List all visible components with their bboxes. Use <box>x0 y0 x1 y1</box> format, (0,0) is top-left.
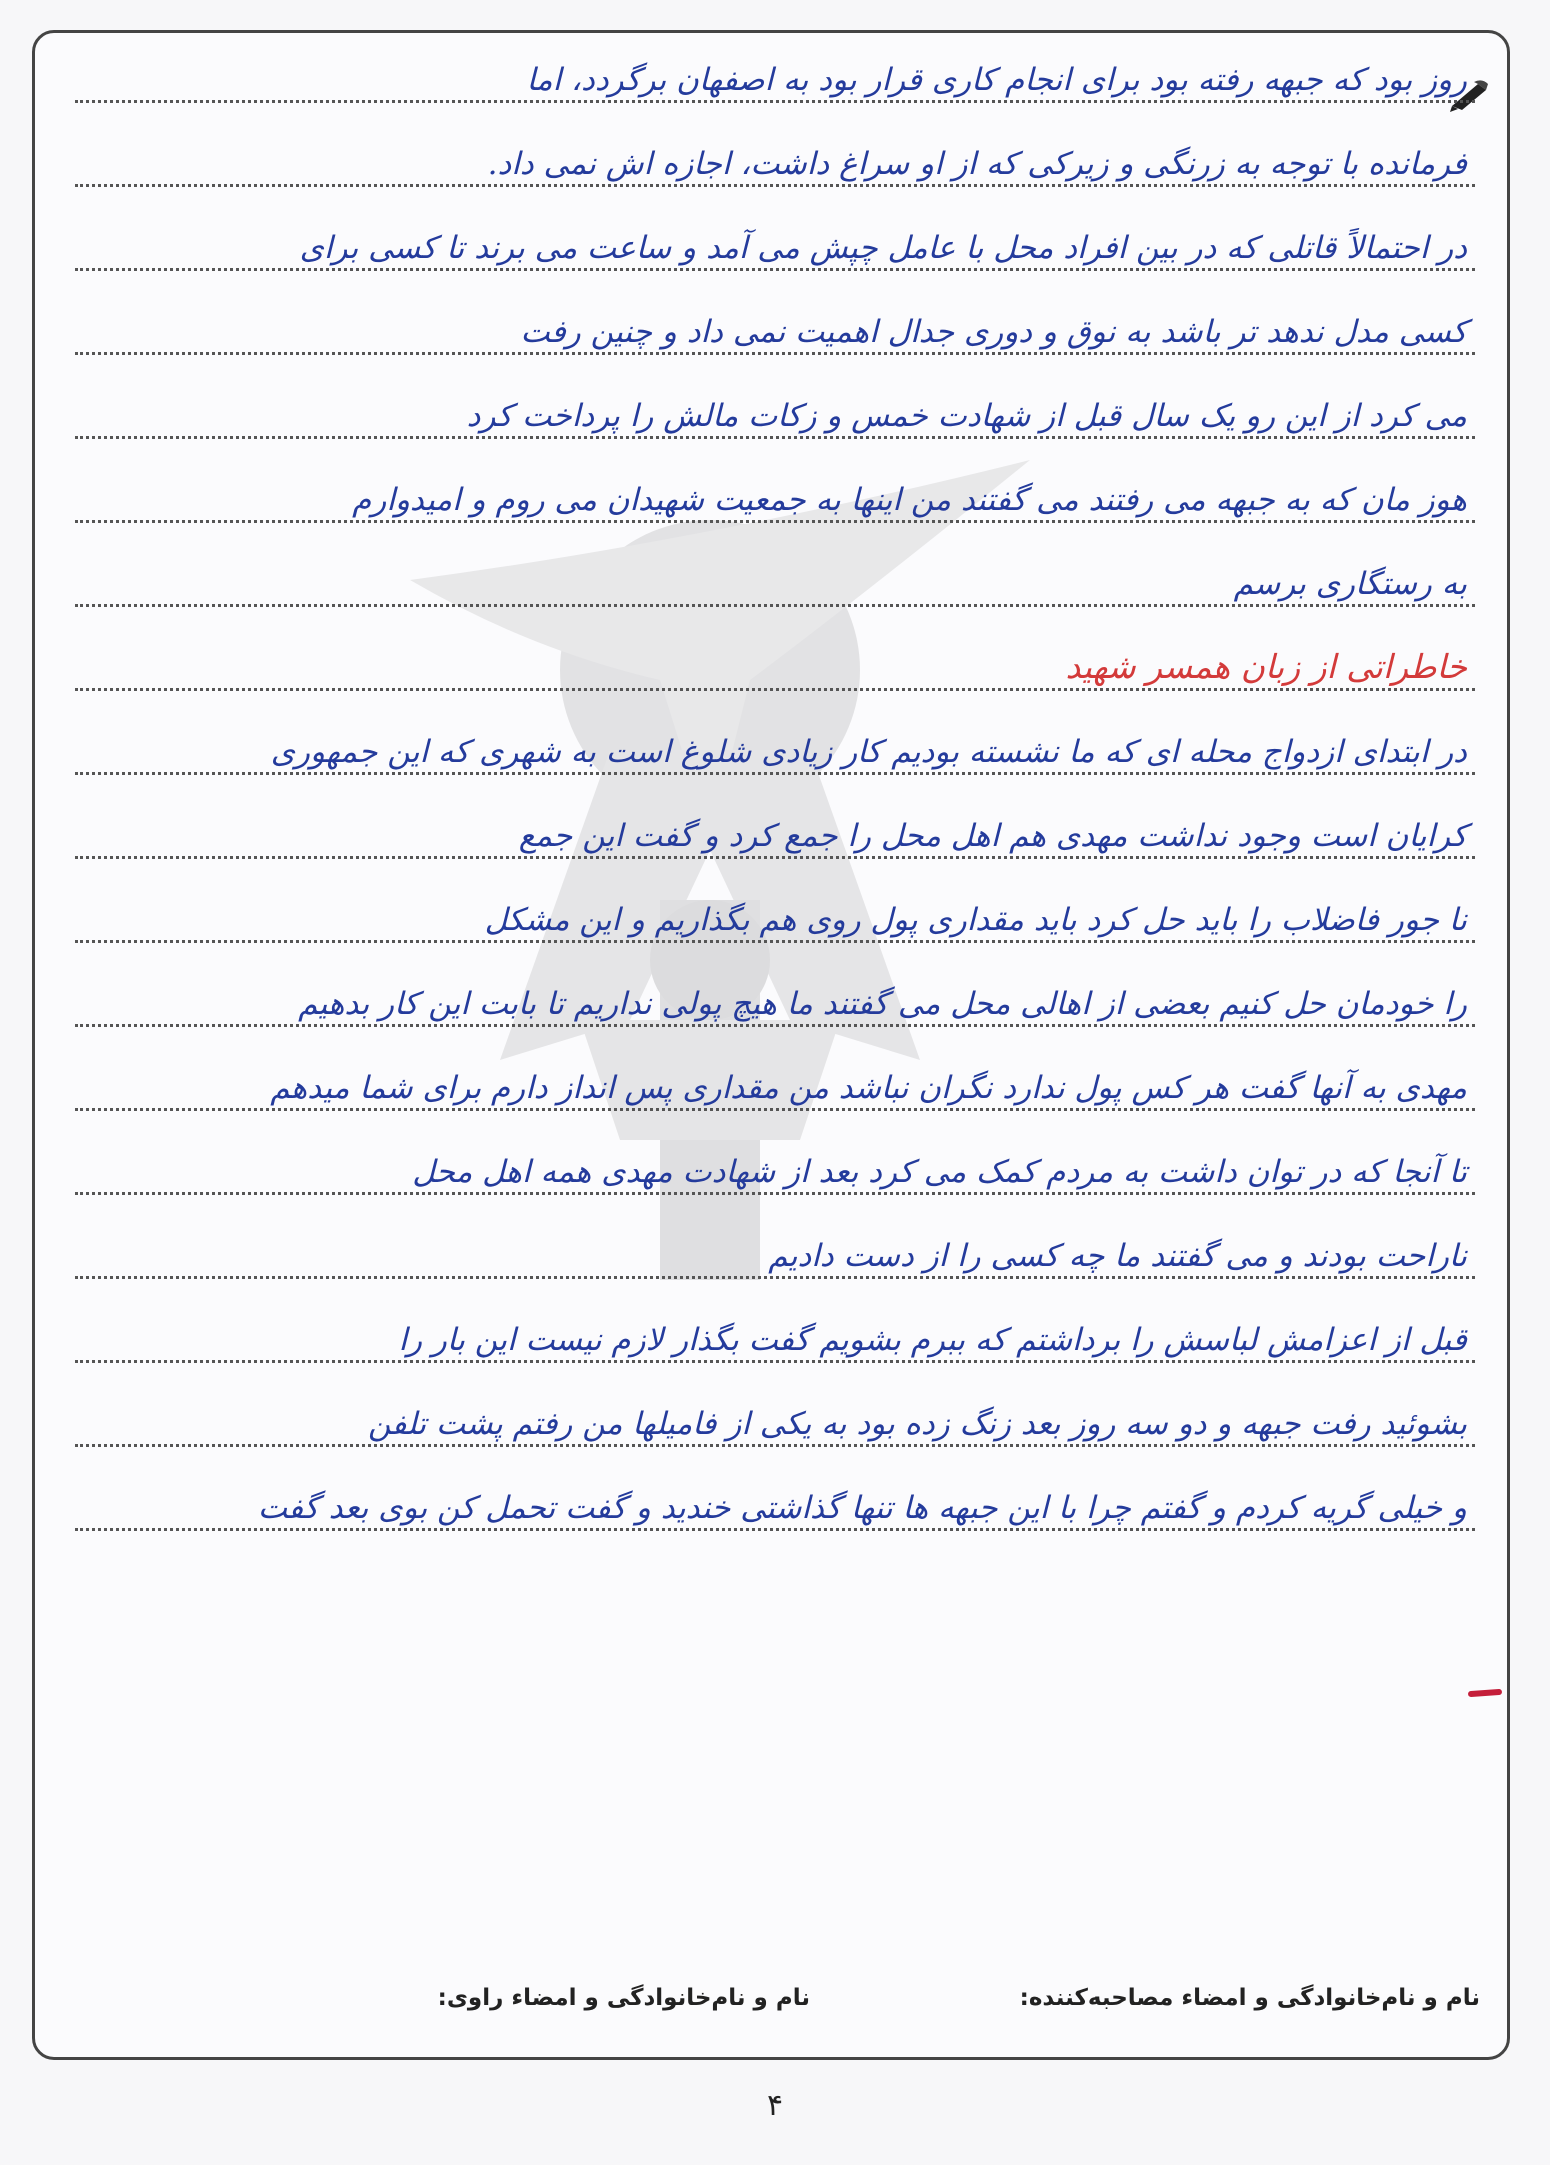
text-line <box>75 974 1475 1027</box>
line-text: را خودمان حل کنیم بعضی از اهالی محل می گفتند ما هیچ پولی نداریم تا بابت این کار بدهیم <box>298 986 1467 1022</box>
text-line <box>75 1226 1475 1279</box>
line-text: در ابتدای ازدواج محله ای که ما نشسته بودیم کار زیادی شلوغ است به شهری که این جمهوری <box>270 734 1467 770</box>
text-line <box>75 1310 1475 1363</box>
text-line <box>75 1142 1475 1195</box>
text-line <box>75 1478 1475 1531</box>
line-text: فرمانده با توجه به زرنگی و زیرکی که از او سراغ داشت، اجازه اش نمی داد. <box>487 146 1467 182</box>
text-line <box>75 722 1475 775</box>
line-text: در احتمالاً قاتلی که در بین افراد محل با عامل چپش می آمد و ساعت می برند تا کسی برای <box>299 230 1467 266</box>
text-line <box>75 302 1475 355</box>
text-line <box>75 50 1475 103</box>
page-number: ۴ <box>766 2088 784 2123</box>
line-text: به رستگاری برسم <box>1233 566 1467 602</box>
line-text: ناراحت بودند و می گفتند ما چه کسی را از دست دادیم <box>768 1238 1467 1274</box>
line-text: مهدی به آنها گفت هر کس پول ندارد نگران نباشد من مقداری پس انداز دارم برای شما میدهم <box>270 1070 1467 1106</box>
narrator-signature-label: نام و نام‌خانوادگی و امضاء راوی: <box>437 1985 810 2011</box>
line-text: و خیلی گریه کردم و گفتم چرا با این جبهه ها تنها گذاشتی خندید و گفت تحمل کن بوی بعد گفت <box>257 1490 1467 1526</box>
text-line <box>75 470 1475 523</box>
line-text: تا آنجا که در توان داشت به مردم کمک می کرد بعد از شهادت مهدی همه اهل محل <box>412 1154 1467 1190</box>
text-line <box>75 1394 1475 1447</box>
text-line <box>75 386 1475 439</box>
line-text: روز بود که جبهه رفته بود برای انجام کاری قرار بود به اصفهان برگردد، اما <box>526 62 1467 98</box>
text-line <box>75 806 1475 859</box>
line-text: هوز مان که به جبهه می رفتند می گفتند من اینها به جمعیت شهیدان می روم و امیدوارم <box>352 482 1467 518</box>
line-text: بشوئید رفت جبهه و دو سه روز بعد زنگ زده بود به یکی از فامیلها من رفتم پشت تلفن <box>367 1406 1467 1442</box>
line-text: قبل از اعزامش لباسش را برداشتم که ببرم بشویم گفت بگذار لازم نیست این بار را <box>398 1322 1467 1358</box>
signature-row <box>60 1985 1480 2025</box>
line-text: کسی مدل ندهد تر باشد به نوق و دوری جدال اهمیت نمی داد و چنین رفت <box>520 314 1467 350</box>
text-line-heading <box>75 638 1475 691</box>
text-line <box>75 218 1475 271</box>
text-line <box>75 890 1475 943</box>
interviewer-signature-label: نام و نام‌خانوادگی و امضاء مصاحبه‌کننده: <box>1019 1985 1480 2011</box>
line-text: کرایان است وجود نداشت مهدی هم اهل محل را جمع کرد و گفت این جمع <box>518 818 1467 854</box>
line-text: نا جور فاضلاب را باید حل کرد باید مقداری پول روی هم بگذاریم و این مشکل <box>484 902 1467 938</box>
text-line <box>75 134 1475 187</box>
text-line <box>75 1058 1475 1111</box>
text-line <box>75 554 1475 607</box>
line-text: می کرد از این رو یک سال قبل از شهادت خمس و زکات مالش را پرداخت کرد <box>466 398 1467 434</box>
section-heading: خاطراتی از زبان همسر شهید <box>1065 647 1467 686</box>
